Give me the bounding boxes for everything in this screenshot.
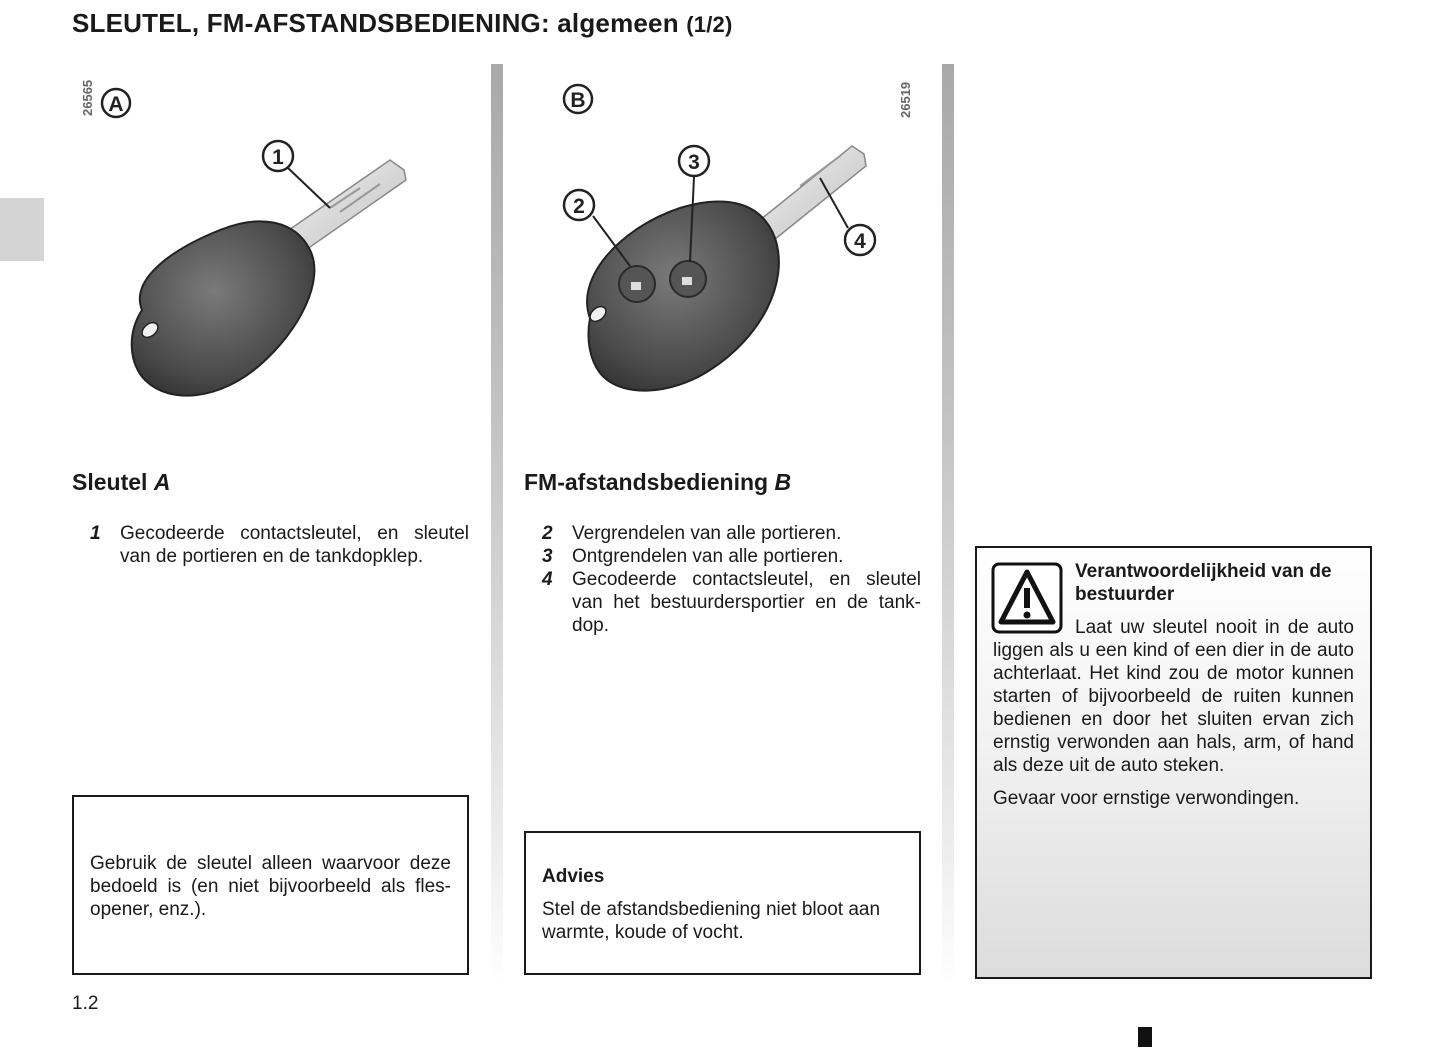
- section-a-heading-ref: A: [153, 469, 171, 495]
- key-head: [132, 221, 315, 395]
- list-item: [524, 522, 921, 545]
- list-item-number: 4: [542, 569, 553, 590]
- lock-icon: [631, 282, 641, 290]
- section-b-heading-text: FM-afstandsbediening: [524, 469, 769, 495]
- figure-b-remote-illustration: [550, 78, 910, 418]
- figure-a-code: 26565: [80, 79, 95, 116]
- section-b-heading: [524, 469, 791, 496]
- callout-3: 3: [688, 151, 700, 174]
- page-number: 1.2: [72, 993, 99, 1014]
- warning-box: [975, 546, 1372, 979]
- remote-head: [587, 202, 779, 391]
- page-title: [72, 8, 733, 39]
- list-item-text: Gecodeerde contactsleutel, en sleutel van de portieren en de tankdopklep.: [120, 523, 469, 567]
- callout-2: 2: [573, 195, 585, 218]
- section-a-heading-text: Sleutel: [72, 469, 148, 495]
- column-divider-right: [942, 64, 954, 984]
- list-item-number: 3: [542, 546, 553, 567]
- advice-text: Stel de afstandsbediening niet bloot aan warmte, koude of vocht.: [542, 899, 881, 943]
- figure-b-label: B: [570, 89, 586, 112]
- section-b-list: [524, 522, 921, 637]
- list-item-number: 2: [542, 523, 553, 544]
- unlock-icon: [682, 277, 692, 285]
- figure-a-key-illustration: [90, 80, 470, 420]
- section-b-heading-ref: B: [774, 469, 792, 495]
- list-item: [524, 568, 921, 637]
- page-title-text: SLEUTEL, FM-AFSTANDSBEDIENING: algemeen: [72, 8, 679, 38]
- chapter-tab: [0, 198, 44, 261]
- callout-1-line: [288, 168, 330, 208]
- advice-title: Advies: [542, 866, 605, 887]
- warning-text: Laat uw sleutel nooit in de auto liggen als u een kind of een dier in de auto achterlaat. Het kind zou de motor kunnen starten of bijvoorbeeld de ruiten kunnen bedienen en door het sluiten ervan zich ernstig verwonden aan hals, arm, of hand als deze uit de auto steken.: [993, 617, 1354, 776]
- section-a-list: [72, 522, 469, 568]
- warning-title: Verantwoordelijkheid van de bestuurder: [1075, 561, 1332, 605]
- figure-b-code: 26519: [898, 81, 913, 118]
- note-text: Gebruik de sleutel alleen waarvoor deze bedoeld is (en niet bijvoorbeeld als flesopener, enz.).: [90, 853, 451, 920]
- column-divider-left: [491, 64, 503, 984]
- warning-triangle-icon: [991, 562, 1063, 634]
- list-item-text: Vergrendelen van alle portieren.: [572, 523, 842, 544]
- list-item: [524, 545, 921, 568]
- figure-a-label: A: [108, 93, 124, 116]
- advice-box: [524, 831, 921, 975]
- warning-danger: Gevaar voor ernstige verwondingen.: [993, 788, 1300, 809]
- section-a-heading: [72, 469, 170, 496]
- list-item-text: Gecodeerde contactsleutel, en sleutel van het bestuurdersportier en de tankdop.: [572, 569, 921, 636]
- page-end-marker: [1138, 1027, 1152, 1047]
- callout-1: 1: [272, 146, 284, 169]
- list-item-number: 1: [90, 523, 101, 544]
- page-title-part: (1/2): [686, 12, 733, 37]
- list-item-text: Ontgrendelen van alle portieren.: [572, 546, 844, 567]
- list-item: [72, 522, 469, 568]
- note-box: [72, 795, 469, 975]
- callout-4: 4: [854, 230, 866, 253]
